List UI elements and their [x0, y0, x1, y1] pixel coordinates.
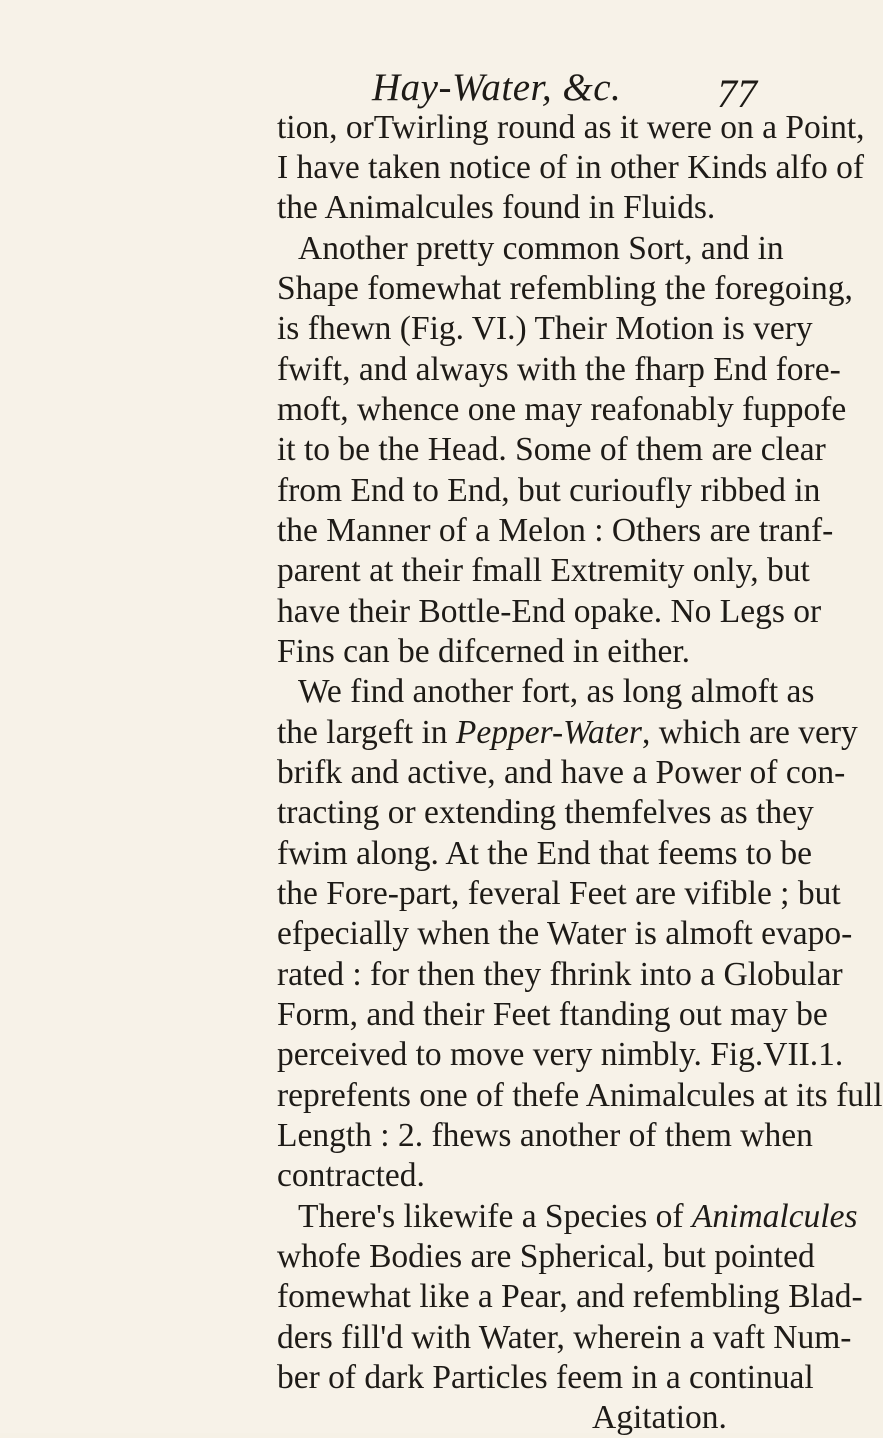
text-line: efpecially when the Water is almoft evapo-	[277, 915, 853, 952]
text-line: Shape fomewhat refembling the foregoing,	[277, 270, 853, 307]
text-line: parent at their fmall Extremity only, but	[277, 552, 810, 589]
text-run: There's likewife a Species of	[298, 1198, 692, 1235]
text-line: I have taken notice of in other Kinds alfo of	[277, 149, 864, 186]
text-line: Length : 2. fhews another of them when	[277, 1117, 813, 1154]
text-line: have their Bottle-End opake. No Legs or	[277, 593, 822, 630]
text-line: perceived to move very nimbly. Fig.VII.1.	[277, 1036, 844, 1073]
text-line: Fins can be difcerned in either.	[277, 633, 691, 670]
text-line	[277, 713, 858, 753]
text-line: tracting or extending themfelves as they	[277, 794, 814, 831]
text-line: ders fill'd with Water, wherein a vaft Num-	[277, 1319, 852, 1356]
text-line: the Animalcules found in Fluids.	[277, 189, 716, 226]
text-line: fwim along. At the End that feems to be	[277, 835, 812, 872]
text-line: rated : for then they fhrink into a Globular	[277, 956, 843, 993]
text-run: , which are very	[641, 714, 858, 751]
text-line: ber of dark Particles feem in a continual	[277, 1359, 814, 1396]
text-line: tion, orTwirling round as it were on a Point,	[277, 109, 865, 146]
text-line	[298, 1197, 858, 1237]
text-line: reprefents one of thefe Animalcules at its full	[277, 1077, 883, 1114]
text-line: moft, whence one may reafonably fuppofe	[277, 391, 847, 428]
text-line: Another pretty common Sort, and in	[298, 230, 784, 267]
text-line: it to be the Head. Some of them are clear	[277, 431, 826, 468]
italic-run: Pepper-Water	[455, 714, 642, 751]
text-line: Form, and their Feet ftanding out may be	[277, 996, 828, 1033]
text-line: fwift, and always with the fharp End fore-	[277, 351, 841, 388]
text-line: fomewhat like a Pear, and refembling Blad-	[277, 1278, 863, 1315]
text-line: is fhewn (Fig. VI.) Their Motion is very	[277, 310, 813, 347]
page-number: 77	[717, 71, 757, 116]
text-line: from End to End, but curioufly ribbed in	[277, 472, 821, 509]
text-line: the Manner of a Melon : Others are tranf-	[277, 512, 834, 549]
running-head	[0, 66, 800, 116]
text-line: We find another fort, as long almoft as	[298, 673, 815, 710]
running-head-title: Hay-Water, &c.	[372, 66, 622, 109]
text-line: whofe Bodies are Spherical, but pointed	[277, 1238, 815, 1275]
text-line: contracted.	[277, 1157, 425, 1194]
text-line: Agitation.	[592, 1399, 727, 1436]
italic-run: Animalcules	[691, 1198, 858, 1235]
text-line: brifk and active, and have a Power of con-	[277, 754, 846, 791]
text-run: the largeft in	[277, 714, 456, 751]
text-line: the Fore-part, feveral Feet are vifible ; but	[277, 875, 841, 912]
